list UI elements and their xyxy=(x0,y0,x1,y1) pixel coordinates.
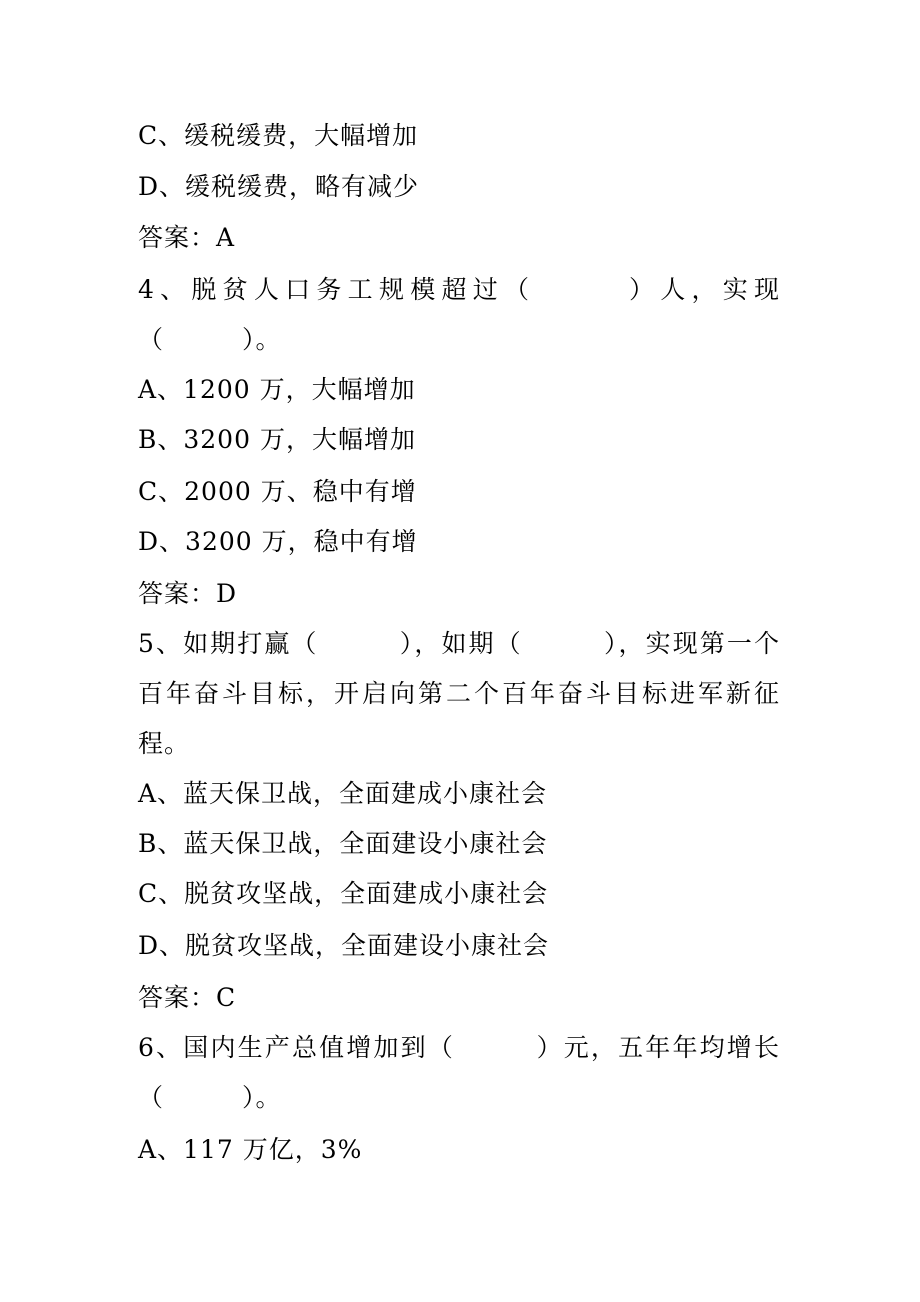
q4-option-b: B、3200 万，大幅增加 xyxy=(138,425,416,454)
q3-option-c: C、缓税缓费，大幅增加 xyxy=(138,121,419,150)
q6-option-a: A、117 万亿，3% xyxy=(138,1135,363,1164)
q5-stem-line-2: 百年奋斗目标，开启向第二个百年奋斗目标进军新征 xyxy=(138,679,780,708)
q5-option-a: A、蓝天保卫战，全面建成小康社会 xyxy=(138,779,548,808)
q5-answer: 答案：C xyxy=(138,983,237,1012)
q3-option-d: D、缓税缓费，略有减少 xyxy=(138,172,420,201)
q5-option-b: B、蓝天保卫战，全面建设小康社会 xyxy=(138,829,548,858)
q4-option-c: C、2000 万、稳中有增 xyxy=(138,477,417,506)
q4-answer: 答案：D xyxy=(138,579,238,608)
q4-option-d: D、3200 万，稳中有增 xyxy=(138,527,418,556)
q4-stem-line-2: （ ）。 xyxy=(138,325,282,354)
q5-stem-line-1: 5、如期打赢（ ），如期（ ），实现第一个 xyxy=(138,629,780,658)
q4-stem-line-1: 4、脱贫人口务工规模超过（ ）人，实现 xyxy=(138,275,780,304)
q6-stem-line-2: （ ）。 xyxy=(138,1083,282,1112)
q4-option-a: A、1200 万，大幅增加 xyxy=(138,375,416,404)
q3-answer: 答案：A xyxy=(138,223,236,252)
q5-stem-line-3: 程。 xyxy=(138,729,191,758)
q5-option-c: C、脱贫攻坚战，全面建成小康社会 xyxy=(138,879,549,908)
q5-option-d: D、脱贫攻坚战，全面建设小康社会 xyxy=(138,931,550,960)
q6-stem-line-1: 6、国内生产总值增加到（ ）元，五年年均增长 xyxy=(138,1033,780,1062)
